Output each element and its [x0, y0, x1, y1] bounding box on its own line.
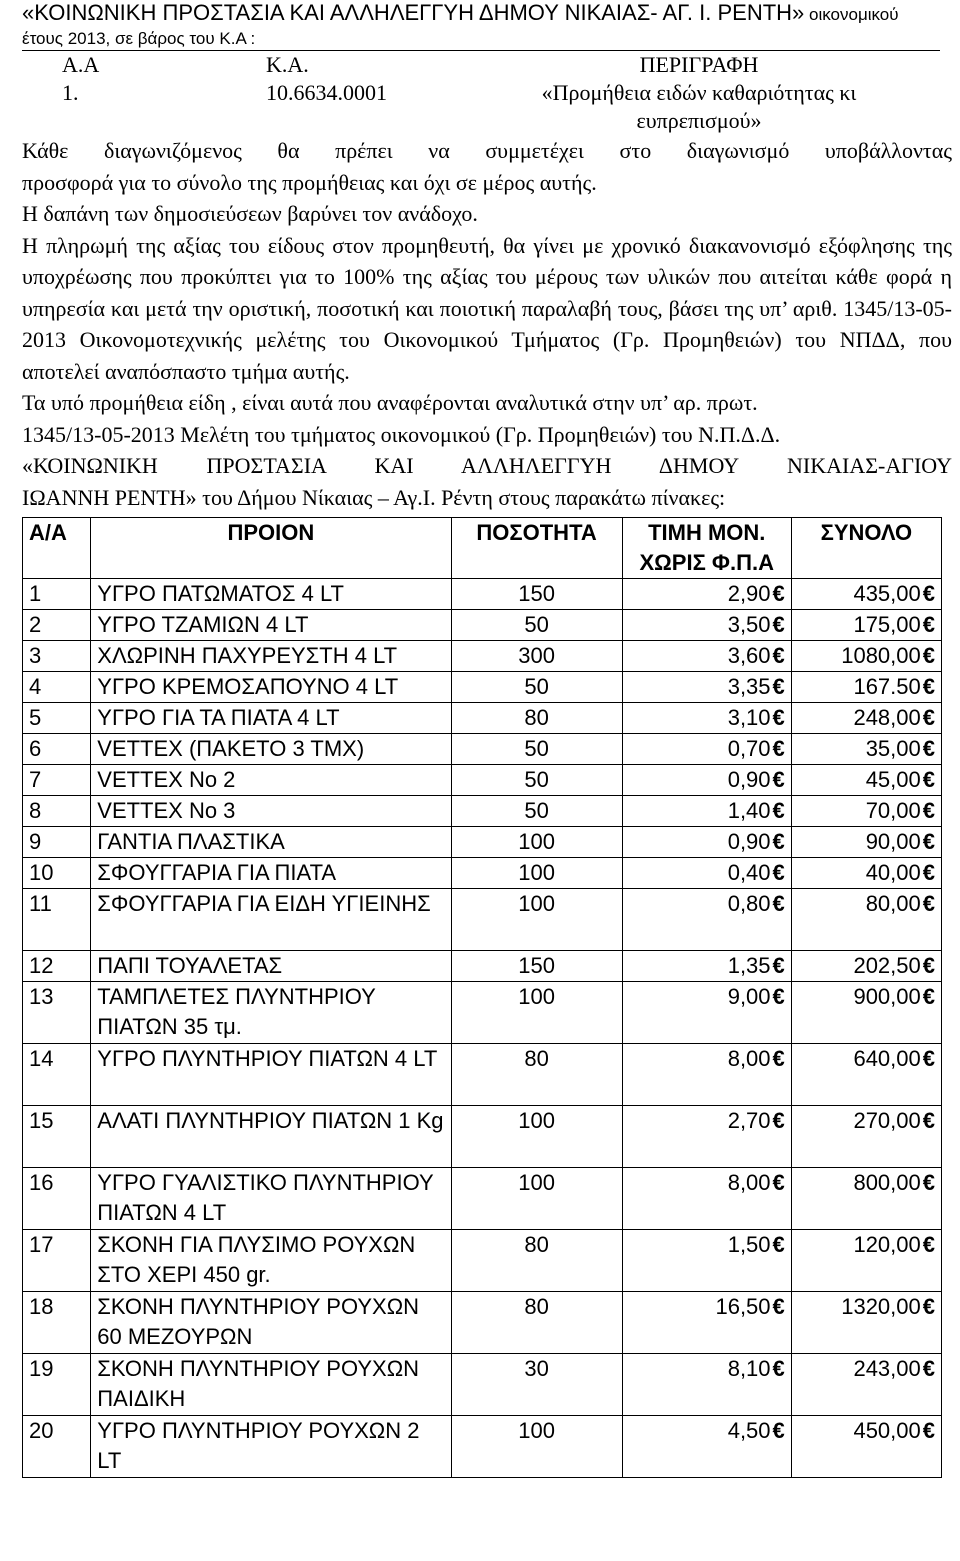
row-product-value: ΣΦΟΥΓΓΑΡΙΑ ΓΙΑ ΕΙΔΗ ΥΓΙΕΙΝΗΣ: [97, 891, 431, 916]
euro-icon: €: [772, 1232, 785, 1257]
row-total: [791, 703, 941, 734]
row-price: [622, 982, 791, 1044]
table-row: [23, 982, 942, 1044]
euro-icon: €: [772, 643, 785, 668]
row-product-value: ΥΓΡΟ ΓΙΑ ΤΑ ΠΙΑΤΑ 4 LT: [97, 705, 340, 730]
row-product: [91, 641, 451, 672]
header-title-suffix: οικονομικού: [804, 5, 899, 24]
row-price-value: 0,40: [727, 860, 771, 885]
row-product-value: ΥΓΡΟ ΠΛΥΝΤΗΡΙΟΥ ΠΙΑΤΩΝ 4 LT: [97, 1046, 438, 1071]
euro-icon: €: [922, 674, 935, 699]
row-price-value: 0,70: [727, 736, 771, 761]
row-aa: [23, 889, 91, 951]
euro-icon: €: [922, 581, 935, 606]
row-total: [791, 1044, 941, 1106]
row-total-value: 70,00: [865, 798, 921, 823]
table-row: [23, 734, 942, 765]
row-total-value: 435,00: [853, 581, 921, 606]
row-price-value: 3,60: [727, 643, 771, 668]
row-qty: [451, 1106, 622, 1168]
euro-icon: €: [772, 1108, 785, 1133]
euro-icon: €: [922, 1418, 935, 1443]
code-row-desc: [458, 79, 940, 135]
row-total: [791, 1416, 941, 1478]
row-price-value: 1,50: [727, 1232, 771, 1257]
row-product: [91, 672, 451, 703]
row-total-value: 45,00: [865, 767, 921, 792]
row-total-value: 1080,00: [841, 643, 921, 668]
row-aa: [23, 858, 91, 889]
row-price: [622, 703, 791, 734]
row-qty: [451, 951, 622, 982]
euro-icon: €: [772, 705, 785, 730]
paragraph-1-line-1: Κάθε διαγωνιζόμενος θα πρέπει να συμμετέχει στο διαγωνισμό υποβάλλοντας: [22, 138, 952, 163]
row-price-value: 2,70: [727, 1108, 771, 1133]
row-product-value: ΣΚΟΝΗ ΠΛΥΝΤΗΡΙΟΥ ΡΟΥΧΩΝ ΠΑΙΔΙΚΗ: [97, 1356, 420, 1411]
row-total: [791, 1354, 941, 1416]
table-row: [23, 641, 942, 672]
col-header-product: ΠΡΟΙΟΝ: [91, 518, 451, 579]
row-price: [622, 610, 791, 641]
paragraph-4-line-1: Τα υπό προμήθεια είδη , είναι αυτά που αναφέρονται αναλυτικά στην υπ’ αρ. πρωτ.: [22, 390, 758, 415]
table-row: [23, 1416, 942, 1478]
row-product: [91, 610, 451, 641]
row-total-value: 1320,00: [841, 1294, 921, 1319]
row-total: [791, 672, 941, 703]
row-price: [622, 641, 791, 672]
col-header-price: [622, 518, 791, 579]
table-row: [23, 765, 942, 796]
col-header-total: ΣΥΝΟΛΟ: [791, 518, 941, 579]
euro-icon: €: [922, 1046, 935, 1071]
row-qty-value: 100: [518, 891, 555, 916]
table-row: [23, 672, 942, 703]
row-qty-value: 100: [518, 1418, 555, 1443]
row-qty-value: 50: [524, 674, 549, 699]
row-aa-value: 5: [29, 705, 42, 730]
col-header-price-line-2: ΧΩΡΙΣ Φ.Π.Α: [639, 550, 774, 575]
euro-icon: €: [922, 1232, 935, 1257]
row-total-value: 167.50: [853, 674, 921, 699]
row-aa-value: 12: [29, 953, 54, 978]
body-text: [22, 135, 952, 513]
row-price-value: 3,50: [727, 612, 771, 637]
euro-icon: €: [772, 798, 785, 823]
row-product-value: VETTEX No 3: [97, 798, 236, 823]
row-total: [791, 796, 941, 827]
row-aa-value: 15: [29, 1108, 54, 1133]
row-total: [791, 765, 941, 796]
row-aa: [23, 765, 91, 796]
row-price: [622, 1106, 791, 1168]
row-product: [91, 982, 451, 1044]
row-product-value: ΣΚΟΝΗ ΠΛΥΝΤΗΡΙΟΥ ΡΟΥΧΩΝ 60 ΜΕΖΟΥΡΩΝ: [97, 1294, 420, 1349]
row-qty: [451, 1044, 622, 1106]
euro-icon: €: [922, 798, 935, 823]
row-total: [791, 610, 941, 641]
row-qty-value: 80: [524, 1294, 549, 1319]
row-qty: [451, 1292, 622, 1354]
row-price-value: 16,50: [715, 1294, 771, 1319]
row-total-value: 120,00: [853, 1232, 921, 1257]
row-aa: [23, 641, 91, 672]
row-price-value: 4,50: [727, 1418, 771, 1443]
row-aa: [23, 1292, 91, 1354]
row-price: [622, 889, 791, 951]
row-product: [91, 703, 451, 734]
row-qty-value: 100: [518, 1170, 555, 1195]
table-row: [23, 827, 942, 858]
code-row-ka: 10.6634.0001: [266, 80, 387, 105]
row-price: [622, 1416, 791, 1478]
row-qty: [451, 610, 622, 641]
row-aa: [23, 796, 91, 827]
row-total-value: 800,00: [853, 1170, 921, 1195]
row-qty-value: 100: [518, 984, 555, 1009]
code-row-aa: 1.: [62, 80, 79, 105]
row-qty: [451, 672, 622, 703]
code-header-desc: ΠΕΡΙΓΡΑΦΗ: [458, 51, 940, 80]
row-total: [791, 827, 941, 858]
row-total-value: 80,00: [865, 891, 921, 916]
row-price: [622, 1168, 791, 1230]
row-aa: [23, 734, 91, 765]
paragraph-4-line-4: ΙΩΑΝΝΗ ΡΕΝΤΗ» του Δήμου Νίκαιας – Αγ.Ι. Ρέντη στους παρακάτω πίνακες:: [22, 484, 726, 510]
paragraph-4-line-3: «ΚΟΙΝΩΝΙΚΗ ΠΡΟΣΤΑΣΙΑ ΚΑΙ ΑΛΛΗΛΕΓΓΥΗ ΔΗΜΟΥ ΝΙΚΑΙΑΣ-ΑΓΙΟΥ: [22, 453, 952, 478]
row-qty-value: 30: [524, 1356, 549, 1381]
row-total-value: 640,00: [853, 1046, 921, 1071]
row-aa-value: 18: [29, 1294, 54, 1319]
row-qty-value: 80: [524, 1046, 549, 1071]
row-product-value: VETTEX No 2: [97, 767, 236, 792]
product-table: [22, 517, 942, 1478]
row-total: [791, 1168, 941, 1230]
row-price: [622, 734, 791, 765]
code-header-ka: Κ.Α.: [264, 51, 458, 80]
row-aa-value: 16: [29, 1170, 54, 1195]
row-aa: [23, 951, 91, 982]
row-qty-value: 300: [518, 643, 555, 668]
table-row: [23, 1354, 942, 1416]
row-price: [622, 1230, 791, 1292]
table-row: [23, 1106, 942, 1168]
table-row: [23, 889, 942, 951]
row-qty-value: 80: [524, 1232, 549, 1257]
row-product: [91, 951, 451, 982]
euro-icon: €: [922, 860, 935, 885]
row-qty-value: 150: [518, 581, 555, 606]
row-total-value: 40,00: [865, 860, 921, 885]
row-product: [91, 796, 451, 827]
row-product-value: ΠΑΠΙ ΤΟΥΑΛΕΤΑΣ: [97, 953, 283, 978]
row-total: [791, 734, 941, 765]
header-line-2: έτους 2013, σε βάρος του Κ.Α :: [22, 29, 256, 48]
row-total: [791, 641, 941, 672]
paragraph-4-line-2: 1345/13-05-2013 Μελέτη του τμήματος οικονομικού (Γρ. Προμηθειών) του Ν.Π.Δ.Δ.: [22, 421, 781, 447]
euro-icon: €: [922, 643, 935, 668]
euro-icon: €: [922, 612, 935, 637]
row-qty-value: 100: [518, 829, 555, 854]
table-row: [23, 1230, 942, 1292]
row-product: [91, 1106, 451, 1168]
budget-code-header-row: [22, 51, 940, 80]
euro-icon: €: [772, 1046, 785, 1071]
row-total-value: 202,50: [853, 953, 921, 978]
row-aa-value: 6: [29, 736, 42, 761]
row-product: [91, 1044, 451, 1106]
row-price: [622, 672, 791, 703]
row-qty: [451, 1168, 622, 1230]
table-row: [23, 1168, 942, 1230]
row-total: [791, 1292, 941, 1354]
row-total-value: 35,00: [865, 736, 921, 761]
row-aa-value: 13: [29, 984, 54, 1009]
euro-icon: €: [922, 1294, 935, 1319]
code-row-desc-line-1: «Προμήθεια ειδών καθαριότητας κι: [541, 80, 857, 105]
row-qty-value: 100: [518, 860, 555, 885]
row-price: [622, 765, 791, 796]
col-header-qty: ΠΟΣΟΤΗΤΑ: [451, 518, 622, 579]
euro-icon: €: [772, 612, 785, 637]
row-aa: [23, 703, 91, 734]
row-product: [91, 1416, 451, 1478]
row-price-value: 3,10: [727, 705, 771, 730]
row-qty: [451, 703, 622, 734]
row-qty-value: 50: [524, 736, 549, 761]
row-product: [91, 579, 451, 610]
row-product: [91, 1292, 451, 1354]
row-aa: [23, 672, 91, 703]
row-price: [622, 579, 791, 610]
row-price-value: 3,35: [727, 674, 771, 699]
row-total: [791, 951, 941, 982]
euro-icon: €: [772, 984, 785, 1009]
header-title: «ΚΟΙΝΩΝΙΚΗ ΠΡΟΣΤΑΣΙΑ ΚΑΙ ΑΛΛΗΛΕΓΓΥΗ ΔΗΜΟΥ ΝΙΚΑΙΑΣ- ΑΓ. Ι. ΡΕΝΤΗ»: [22, 0, 805, 25]
row-price: [622, 1044, 791, 1106]
row-qty: [451, 1230, 622, 1292]
row-price: [622, 951, 791, 982]
row-qty-value: 50: [524, 798, 549, 823]
row-product-value: ΓΑΝΤΙΑ ΠΛΑΣΤΙΚΑ: [97, 829, 285, 854]
row-qty: [451, 796, 622, 827]
paragraph-1-line-2: προσφορά για το σύνολο της προμήθειας και όχι σε μέρος αυτής.: [22, 169, 597, 195]
row-product: [91, 858, 451, 889]
euro-icon: €: [772, 1170, 785, 1195]
row-aa: [23, 827, 91, 858]
row-price-value: 2,90: [727, 581, 771, 606]
row-total: [791, 1106, 941, 1168]
row-total-value: 243,00: [853, 1356, 921, 1381]
table-row: [23, 1044, 942, 1106]
row-price-value: 8,00: [727, 1170, 771, 1195]
euro-icon: €: [922, 1356, 935, 1381]
row-total: [791, 889, 941, 951]
row-aa-value: 1: [29, 581, 42, 606]
row-total-value: 450,00: [853, 1418, 921, 1443]
row-aa: [23, 1416, 91, 1478]
row-total-value: 270,00: [853, 1108, 921, 1133]
row-aa: [23, 982, 91, 1044]
row-price: [622, 1354, 791, 1416]
row-aa: [23, 1230, 91, 1292]
product-table-header: [23, 518, 942, 579]
row-aa-value: 4: [29, 674, 42, 699]
row-product: [91, 765, 451, 796]
budget-code-row: [22, 79, 940, 135]
row-qty: [451, 579, 622, 610]
row-aa: [23, 610, 91, 641]
euro-icon: €: [922, 767, 935, 792]
row-price-value: 9,00: [727, 984, 771, 1009]
row-aa-value: 17: [29, 1232, 54, 1257]
row-aa-value: 14: [29, 1046, 54, 1071]
header-line-1: [22, 0, 960, 28]
table-row: [23, 858, 942, 889]
euro-icon: €: [922, 1170, 935, 1195]
row-total: [791, 982, 941, 1044]
row-aa-value: 10: [29, 860, 54, 885]
row-total: [791, 858, 941, 889]
row-product-value: ΥΓΡΟ ΠΑΤΩΜΑΤΟΣ 4 LT: [97, 581, 344, 606]
row-product-value: ΑΛΑΤΙ ΠΛΥΝΤΗΡΙΟΥ ΠΙΑΤΩΝ 1 Kg: [97, 1108, 444, 1133]
euro-icon: €: [772, 953, 785, 978]
row-total: [791, 579, 941, 610]
row-qty: [451, 1354, 622, 1416]
row-product: [91, 1354, 451, 1416]
table-row: [23, 579, 942, 610]
row-price: [622, 858, 791, 889]
euro-icon: €: [922, 984, 935, 1009]
euro-icon: €: [922, 829, 935, 854]
row-total-value: 900,00: [853, 984, 921, 1009]
row-qty: [451, 641, 622, 672]
row-aa: [23, 1106, 91, 1168]
row-qty-value: 80: [524, 705, 549, 730]
row-product: [91, 889, 451, 951]
euro-icon: €: [922, 736, 935, 761]
row-qty: [451, 1416, 622, 1478]
row-product: [91, 734, 451, 765]
row-price-value: 1,40: [727, 798, 771, 823]
table-row: [23, 1292, 942, 1354]
col-header-price-line-1: ΤΙΜΗ ΜΟΝ.: [648, 520, 766, 545]
euro-icon: €: [772, 674, 785, 699]
col-header-aa: Α/Α: [23, 518, 91, 579]
row-qty: [451, 858, 622, 889]
row-aa-value: 2: [29, 612, 42, 637]
row-product-value: ΥΓΡΟ ΠΛΥΝΤΗΡΙΟΥ ΡΟΥΧΩΝ 2 LT: [97, 1418, 420, 1473]
row-product: [91, 1168, 451, 1230]
row-price: [622, 796, 791, 827]
row-product-value: ΣΦΟΥΓΓΑΡΙΑ ΓΙΑ ΠΙΑΤΑ: [97, 860, 337, 885]
euro-icon: €: [922, 953, 935, 978]
row-aa: [23, 1044, 91, 1106]
euro-icon: €: [772, 736, 785, 761]
row-total-value: 90,00: [865, 829, 921, 854]
row-product-value: ΥΓΡΟ ΤΖΑΜΙΩΝ 4 LT: [97, 612, 309, 637]
row-qty-value: 100: [518, 1108, 555, 1133]
row-price: [622, 1292, 791, 1354]
row-product-value: ΣΚΟΝΗ ΓΙΑ ΠΛΥΣΙΜΟ ΡΟΥΧΩΝ ΣΤΟ ΧΕΡΙ 450 gr.: [97, 1232, 416, 1287]
product-table-body: [23, 579, 942, 1478]
row-aa-value: 19: [29, 1356, 54, 1381]
table-row: [23, 796, 942, 827]
row-price-value: 0,90: [727, 829, 771, 854]
row-qty: [451, 765, 622, 796]
row-aa-value: 8: [29, 798, 42, 823]
code-header-aa: Α.Α: [22, 51, 264, 80]
row-total-value: 248,00: [853, 705, 921, 730]
row-product-value: ΥΓΡΟ ΓΥΑΛΙΣΤΙΚΟ ΠΛΥΝΤΗΡΙΟΥ ΠΙΑΤΩΝ 4 LT: [97, 1170, 434, 1225]
euro-icon: €: [772, 581, 785, 606]
row-qty: [451, 734, 622, 765]
budget-code-table: [22, 50, 940, 135]
table-row: [23, 610, 942, 641]
row-total: [791, 1230, 941, 1292]
euro-icon: €: [772, 891, 785, 916]
table-row: [23, 951, 942, 982]
paragraph-2: Η δαπάνη των δημοσιεύσεων βαρύνει τον ανάδοχο.: [22, 201, 478, 226]
row-qty-value: 50: [524, 612, 549, 637]
euro-icon: €: [772, 1356, 785, 1381]
euro-icon: €: [772, 1418, 785, 1443]
row-price-value: 8,00: [727, 1046, 771, 1071]
row-price-value: 1,35: [727, 953, 771, 978]
row-aa: [23, 1168, 91, 1230]
row-product-value: ΤΑΜΠΛΕΤΕΣ ΠΛΥΝΤΗΡΙΟΥ ΠΙΑΤΩΝ 35 τμ.: [97, 984, 376, 1039]
row-qty-value: 150: [518, 953, 555, 978]
row-product-value: ΥΓΡΟ ΚΡΕΜΟΣΑΠΟΥΝΟ 4 LT: [97, 674, 399, 699]
euro-icon: €: [772, 860, 785, 885]
euro-icon: €: [922, 891, 935, 916]
row-price-value: 0,80: [727, 891, 771, 916]
row-price-value: 8,10: [727, 1356, 771, 1381]
row-aa-value: 3: [29, 643, 42, 668]
paragraph-3: Η πληρωμή της αξίας του είδους στον προμηθευτή, θα γίνει με χρονικό διακανονισμό εξόφλησης της υποχρέωσης που προκύπτει για το 100% της αξίας του μέρους των υλικών που αιτείται κάθε φορά η υπηρεσία και μετά την οριστική, ποσοτική και ποιοτική παραλαβή τους, βάσει της υπ’ αριθ. 1345/13-05-2013 Οικονομοτεχνικής μελέτης του Οικονομικού Τμήματος (Γρ. Προμηθειών) του ΝΠΔΔ, που αποτελεί αναπόσπαστο τμήμα αυτής.: [22, 232, 952, 384]
euro-icon: €: [772, 1294, 785, 1319]
row-aa-value: 7: [29, 767, 42, 792]
row-aa-value: 20: [29, 1418, 54, 1443]
row-qty: [451, 889, 622, 951]
euro-icon: €: [772, 767, 785, 792]
row-qty-value: 50: [524, 767, 549, 792]
row-total-value: 175,00: [853, 612, 921, 637]
row-aa-value: 9: [29, 829, 42, 854]
row-price-value: 0,90: [727, 767, 771, 792]
row-aa: [23, 579, 91, 610]
euro-icon: €: [772, 829, 785, 854]
row-product: [91, 1230, 451, 1292]
row-qty: [451, 827, 622, 858]
euro-icon: €: [922, 1108, 935, 1133]
table-row: [23, 703, 942, 734]
row-product: [91, 827, 451, 858]
row-price: [622, 827, 791, 858]
row-product-value: VETTEX (ΠΑΚΕΤΟ 3 ΤΜΧ): [97, 736, 365, 761]
code-row-desc-line-2: ευπρεπισμού»: [636, 108, 762, 133]
row-qty: [451, 982, 622, 1044]
row-product-value: ΧΛΩΡΙΝΗ ΠΑΧΥΡΕΥΣΤΗ 4 LT: [97, 643, 398, 668]
euro-icon: €: [922, 705, 935, 730]
row-aa: [23, 1354, 91, 1416]
row-aa-value: 11: [29, 891, 52, 916]
